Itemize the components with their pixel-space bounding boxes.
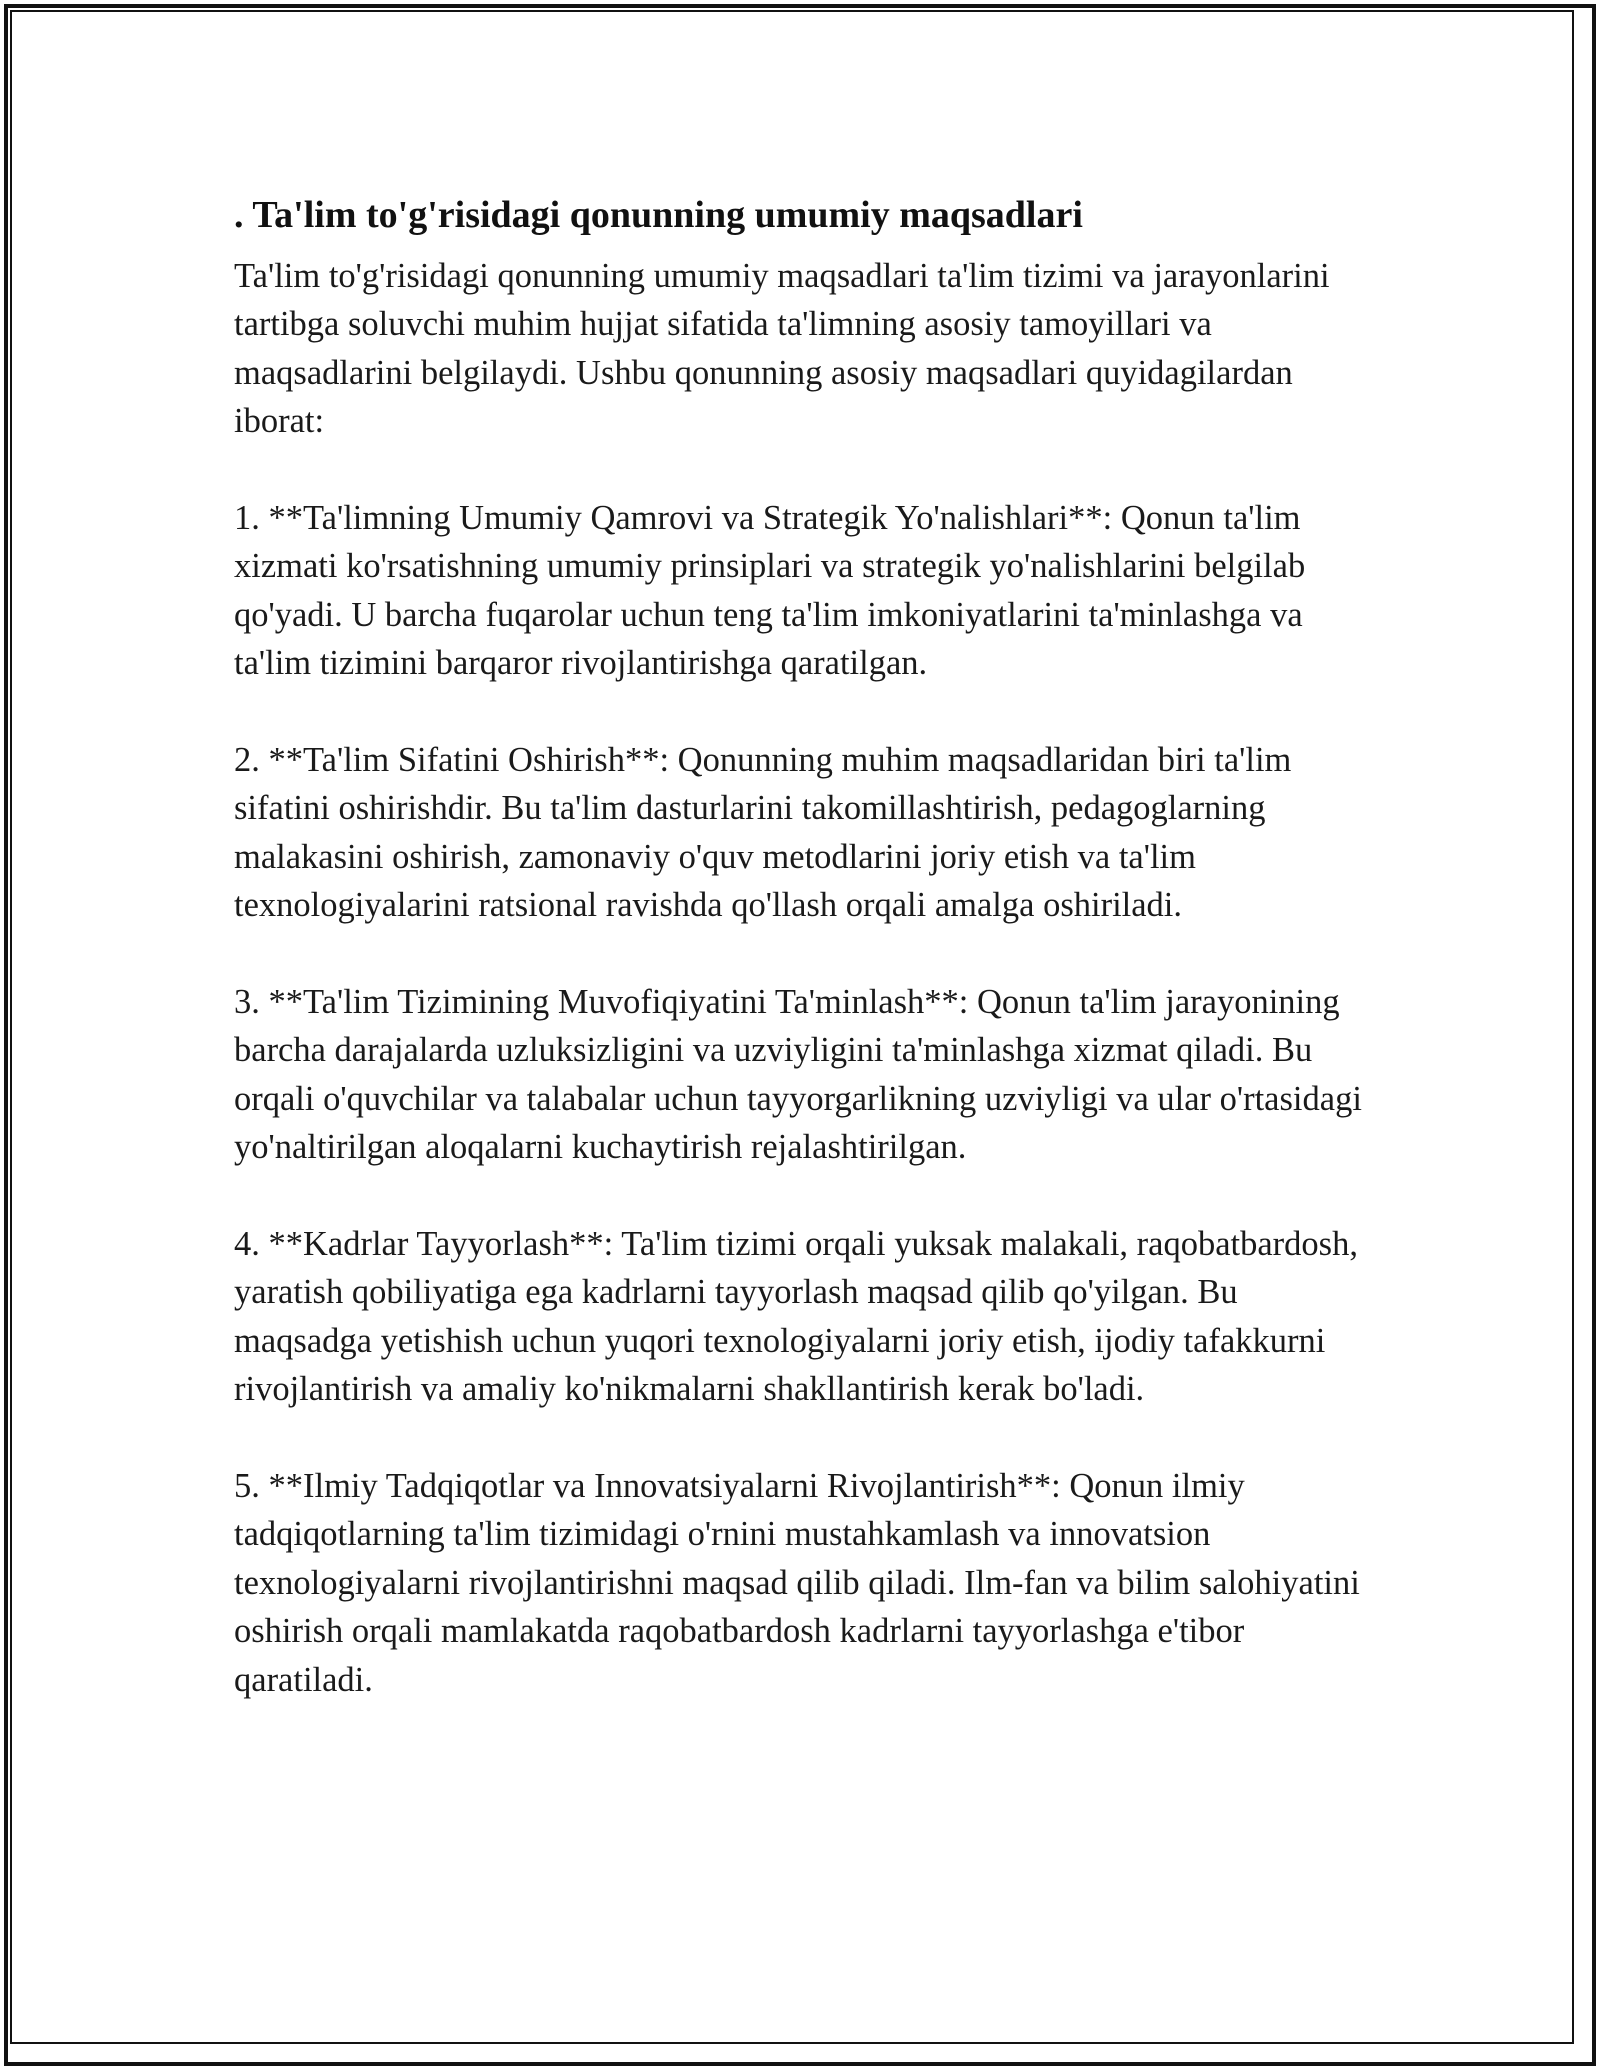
document-body (234, 188, 1374, 1753)
intro-paragraph: Ta'lim to'g'risidagi qonunning umumiy maqsadlari ta'lim tizimi va jarayonlarini tartibga soluvchi muhim hujjat sifatida ta'limning asosiy tamoyillari va maqsadlarini belgilaydi. Ushbu qonunning asosiy maqsadlari quyidagilardan iborat: (234, 257, 1330, 441)
list-item: 3. **Ta'lim Tizimining Muvofiqiyatini Ta'minlash**: Qonun ta'lim jarayonining barcha darajalarda uzluksizligini va uzviyligini ta'minlashga xizmat qiladi. Bu orqali o'quvchilar va talabalar uchun tayyorgarlikning uzviyligi va ular o'rtasidagi yo'naltirilgan aloqalarni kuchaytirish rejalashtirilgan. (234, 983, 1362, 1167)
list-item: 1. **Ta'limning Umumiy Qamrovi va Strategik Yo'nalishlari**: Qonun ta'lim xizmati ko'rsatishning umumiy prinsiplari va strategik yo'nalishlarini belgilab qo'yadi. U barcha fuqarolar uchun teng ta'lim imkoniyatlarini ta'minlashga va ta'lim tizimini barqaror rivojlantirishga qaratilgan. (234, 499, 1306, 683)
list-item: 4. **Kadrlar Tayyorlash**: Ta'lim tizimi orqali yuksak malakali, raqobatbardosh, yaratish qobiliyatiga ega kadrlarni tayyorlash maqsad qilib qo'yilgan. Bu maqsadga yetishish uchun yuqori texnologiyalarni joriy etish, ijodiy tafakkurni rivojlantirish va amaliy ko'nikmalarni shakllantirish kerak bo'ladi. (234, 1225, 1358, 1409)
document-title: . Ta'lim to'g'risidagi qonunning umumiy maqsadlari (234, 194, 1083, 236)
list-item: 2. **Ta'lim Sifatini Oshirish**: Qonunning muhim maqsadlaridan biri ta'lim sifatini oshirishdir. Bu ta'lim dasturlarini takomillashtirish, pedagoglarning malakasini oshirish, zamonaviy o'quv metodlarini joriy etish va ta'lim texnologiyalarini ratsional ravishda qo'llash orqali amalga oshiriladi. (234, 741, 1292, 925)
list-item: 5. **Ilmiy Tadqiqotlar va Innovatsiyalarni Rivojlantirish**: Qonun ilmiy tadqiqotlarning ta'lim tizimidagi o'rnini mustahkamlash va innovatsion texnologiyalarni rivojlantirishni maqsad qilib qiladi. Ilm-fan va bilim salohiyatini oshirish orqali mamlakatda raqobatbardosh kadrlarni tayyorlashga e'tibor qaratiladi. (234, 1467, 1360, 1699)
